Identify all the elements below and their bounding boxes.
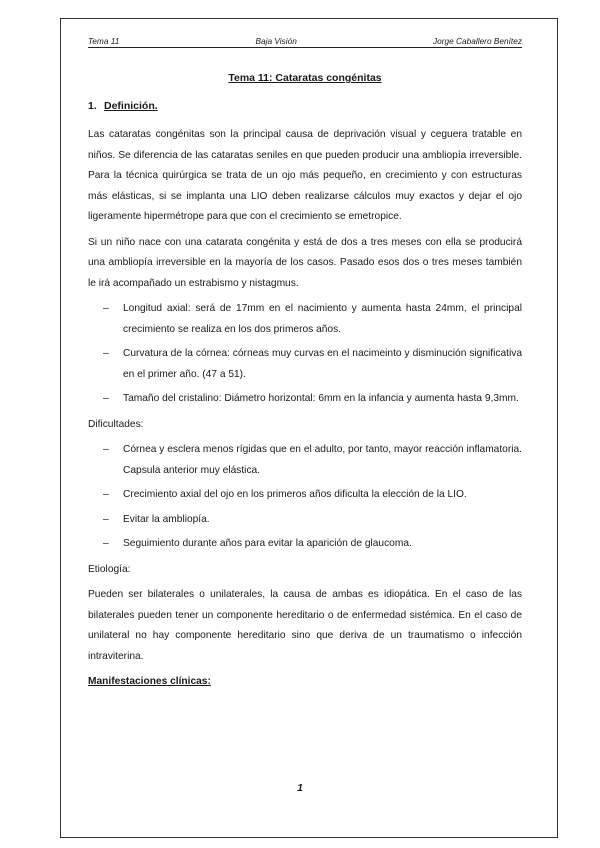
dash-bullet: – (103, 538, 109, 549)
dash-bullet: – (103, 393, 109, 404)
list-item (88, 485, 522, 506)
list-item-text: Tamaño del cristalino: Diámetro horizontal: 6mm en la infancia y aumenta hasta 9,3mm. (123, 393, 519, 404)
dash-bullet: – (103, 303, 109, 314)
header-right: Jorge Caballero Benítez (432, 36, 522, 46)
document-body (88, 36, 522, 693)
document-title: Tema 11: Cataratas congénitas (228, 72, 382, 84)
etiologia-label: Etiología: (88, 563, 131, 575)
dificultades-list (88, 440, 522, 555)
dash-bullet: – (103, 513, 109, 525)
paragraph-2: Si un niño nace con una catarata congénita y está de dos a tres meses con ella se producirá una ambliopía irreversible en la mayoría de los casos. Pasado esos dos o tres meses también le irá acompañado un estrabismo y nistagmus. (88, 236, 522, 289)
section-title: Definición. (104, 100, 158, 112)
section-heading-definicion (88, 99, 522, 113)
etiologia-paragraph: Pueden ser bilaterales o unilaterales, la causa de ambas es idiopática. En el caso de las bilaterales pueden tener un componente hereditario o de enfermedad sistémica. En el caso de unilateral no hay componente hereditario sino que deriva de un traumatismo o infección intraviterina. (88, 589, 522, 662)
list-item-text: Crecimiento axial del ojo en los primeros años dificulta la elección de la LIO. (123, 489, 467, 500)
list-item (88, 440, 522, 481)
list-item (88, 299, 522, 340)
list-item-text: Seguimiento durante años para evitar la aparición de glaucoma. (123, 538, 412, 549)
dash-bullet: – (103, 489, 109, 500)
section-number: 1. (88, 100, 97, 112)
growth-list (88, 299, 522, 410)
list-item-text: Córnea y esclera menos rígidas que en el adulto, por tanto, mayor reacción inflamatoria. Capsula anterior muy elástica. (123, 444, 522, 476)
header-left: Tema 11 (88, 36, 120, 46)
header-center: Baja Visión (255, 36, 297, 46)
list-item-text: Evitar la ambliopía. (123, 513, 210, 525)
list-item-text: Curvatura de la córnea: córneas muy curvas en el nacimeinto y disminución significativa en el primer año. (47 a 51). (123, 348, 522, 380)
dificultades-label: Dificultades: (88, 418, 144, 430)
dash-bullet: – (103, 444, 109, 455)
page-header (88, 36, 522, 48)
list-item-text: Longitud axial: será de 17mm en el nacimiento y aumenta hasta 24mm, el principal crecimiento se realiza en los dos primeros años. (123, 303, 522, 335)
page-number: 1 (297, 782, 303, 794)
list-item (88, 510, 522, 531)
list-item (88, 534, 522, 555)
list-item (88, 389, 522, 410)
dash-bullet: – (103, 348, 109, 359)
manifestaciones-heading: Manifestaciones clínicas: (88, 676, 211, 687)
list-item (88, 344, 522, 385)
paragraph-1: Las cataratas congénitas son la principal causa de deprivación visual y ceguera tratable en niños. Se diferencia de las cataratas seniles en que pueden producir una ambliopía irreversible. Para la técnica quirúrgica se trata de un ojo más pequeño, en crecimiento y con estructuras más elásticas, si se implanta una LIO deben realizarse cálculos muy exactos y dejar el ojo ligeramente hipermétrope para que con el crecimiento se emetropice. (88, 129, 522, 222)
